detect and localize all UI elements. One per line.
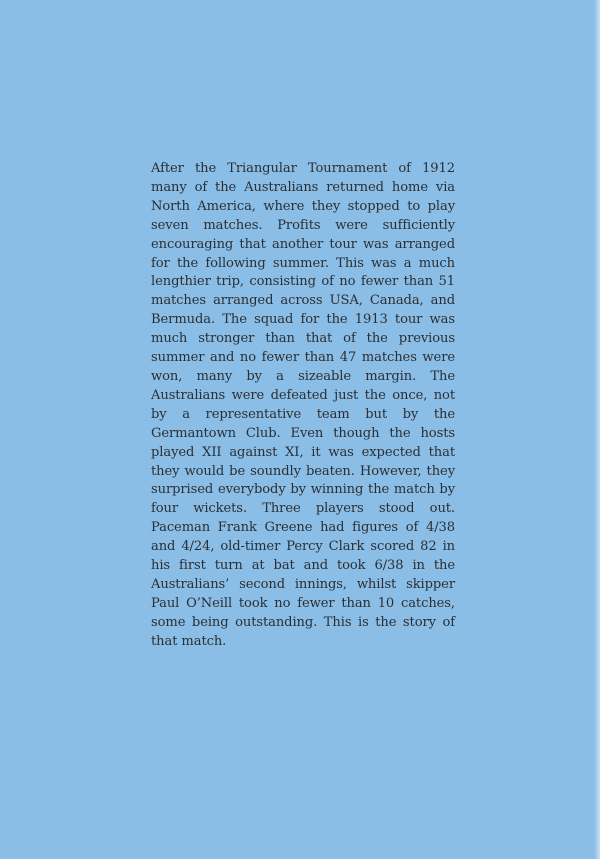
- back-cover-blurb: After the Triangular Tournament of 1912 many of the Australians returned home via North America, where they stopped to play seven matches. Profits were sufficiently encouraging that another tour was arranged for the following summer. This was a much lengthier trip, consisting of no fewer than 51 matches arranged across USA, Canada, and Bermuda. The squad for the 1913 tour was much stronger than that of the previous summer and no fewer than 47 matches were won, many by a sizeable margin. The Australians were defeated just the once, not by a representative team but by the Germantown Club. Even though the hosts played XII against XI, it was expected that they would be soundly beaten. However, they surprised everybody by winning the match by four wickets. Three players stood out. Paceman Frank Greene had figures of 4/38 and 4/24, old-timer Percy Clark scored 82 in his first turn at bat and took 6/38 in the Australians’ second innings, whilst skipper Paul O’Neill took no fewer than 10 catches, some being outstanding. This is the story of that match.: [151, 161, 455, 649]
- page-edge: [594, 0, 600, 859]
